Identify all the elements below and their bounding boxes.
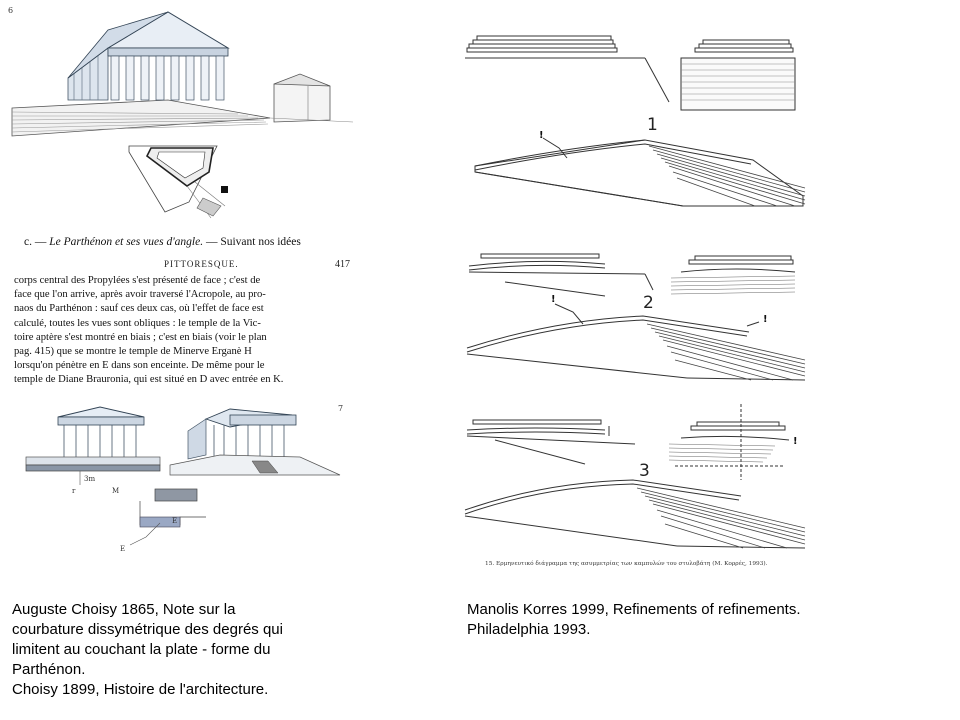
- curvature-marker: !: [793, 436, 798, 447]
- body-line: temple de Diane Brauronia, qui est situé en D avec entrée en K.: [14, 374, 284, 386]
- curvature-marker: !: [539, 130, 544, 141]
- body-line: naos du Parthénon : sauf ces deux cas, où l'effet de face est: [14, 303, 264, 315]
- curvature-marker: !: [763, 314, 768, 325]
- diagram-three-blocks: [467, 404, 798, 480]
- plan-label: M: [112, 487, 120, 495]
- curvature-marker: !: [551, 294, 556, 305]
- caption-line: courbature dissymétrique des degrés qui: [12, 621, 283, 638]
- body-line: pag. 415) que se montre le temple de Minerve Erganè H: [14, 346, 252, 358]
- diagram-number: 2: [643, 293, 654, 313]
- diagram-two: [467, 293, 805, 380]
- plan-label: 3m: [84, 475, 96, 483]
- site-plan-diagram: [125, 142, 240, 224]
- running-head-title: PITTORESQUE.: [164, 259, 239, 269]
- figure-number: 7: [338, 404, 344, 413]
- page-number: 6: [8, 6, 14, 15]
- diagram-top-blocks: [465, 36, 795, 110]
- caption-line: Manolis Korres 1999, Refinements of refinements.: [467, 601, 801, 618]
- choisy-body-text: [14, 274, 350, 388]
- caption-rest: — Suivant nos idées: [203, 236, 301, 248]
- diagram-two-blocks: [469, 254, 795, 296]
- right-slide-caption: [467, 600, 801, 640]
- left-slide-caption: [12, 600, 283, 700]
- caption-line: Auguste Choisy 1865, Note sur la: [12, 601, 236, 618]
- caption-line: Parthénon.: [12, 661, 86, 678]
- temple-elevations-illustration: [20, 405, 350, 555]
- diagram-number: 3: [639, 461, 650, 481]
- caption-line: Philadelphia 1993.: [467, 621, 591, 638]
- stylobate-curvature-diagrams: [455, 20, 815, 560]
- caption-line: Choisy 1899, Histoire de l'architecture.: [12, 681, 269, 698]
- body-line: face que l'on arrive, après avoir traversé l'Acropole, au pro-: [14, 289, 266, 301]
- caption-title: Le Parthénon et ses vues d'angle.: [49, 236, 204, 248]
- body-line: corps central des Propylées s'est présenté de face ; c'est de: [14, 275, 261, 286]
- diagram-number: 1: [647, 115, 658, 135]
- running-head-page-number: 417: [335, 259, 350, 270]
- plan-label: E: [120, 545, 126, 553]
- body-line: lorsqu'on pénètre en E dans son enceinte. De même pour le: [14, 360, 265, 372]
- diagram-three: [465, 461, 805, 548]
- body-line: toire aptère s'est montré en biais ; c'est en biais (voir le plan: [14, 331, 267, 343]
- plate-caption: [24, 236, 364, 248]
- parthenon-perspective-illustration: [8, 8, 353, 138]
- caption-line: limitent au couchant la plate - forme du: [12, 641, 271, 658]
- korres-plate: [455, 20, 815, 580]
- choisy-plate: [0, 0, 360, 560]
- plan-label: E: [172, 517, 178, 525]
- diagram-one: [475, 115, 805, 206]
- plan-label: r: [72, 487, 76, 495]
- body-line: calculé, toutes les vues sont obliques : le temple de la Vic-: [14, 317, 261, 329]
- korres-figure-caption: 15. Ερμηνευτικό διάγραμμα της ασυμμετρίας των καμπυλών του στυλοβάτη (Μ. Κορρές, 1993).: [485, 561, 768, 567]
- caption-lead: c. —: [24, 236, 50, 248]
